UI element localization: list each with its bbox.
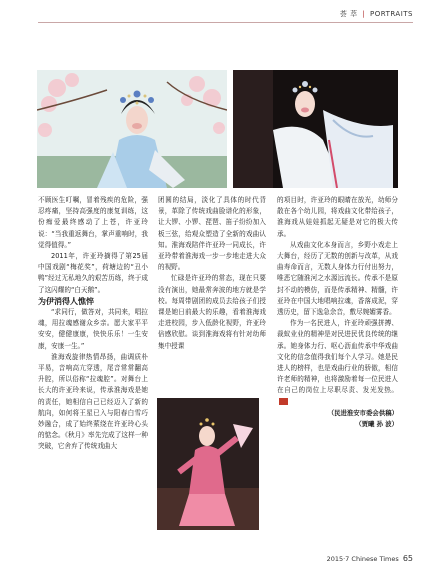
opera-photo-1-illustration [37, 70, 227, 188]
issue-label: 2015·7 [326, 555, 350, 563]
paragraph [277, 318, 398, 408]
opera-photo-3-illustration [157, 398, 259, 530]
section-title: 荟 萃 [339, 10, 358, 18]
magazine-name: Chinese Times [351, 555, 399, 563]
paragraph: 淮海戏旋律热情昂扬，曲调质朴平易，音响高亢穿透，尾音常常翻高升腔，所以俗称“拉魂腔”。对舞台上长大的许亚玲来说，传承淮海戏是她的责任，她相信自己已经迈入了新的航向，如何将王星已入与阳春白雪巧妙融合，成了始终萦绕在许亚玲心头的惦念。《秋月》率先完成了这样一种突破，它舍弃了传统戏曲大 [38, 352, 148, 451]
source-credit: （民进淮安市委会供稿） [327, 408, 398, 417]
editor-seal-icon [279, 398, 288, 405]
section-subheading: 为伊消得人憔悴 [38, 296, 94, 306]
section-divider: | [362, 10, 366, 18]
paragraph: 忙碌是许亚玲的常态，现在只要没有演出，她最常奔波的地方就是学校。每周带剧团的成员去给孩子们授课是她日前最大的乐趣，看着淮海戏走进校园，步入低龄化视野，许亚玲倍感欣慰。谈到淮海戏将有针对幼师集中授课 [158, 274, 266, 350]
paragraph: 不顾医生叮嘱，冒着残疾的危险，强忍疼痛，坚持高强度的康复训练，这份痴爱最终感动了上苍，许亚玲说：“当我重返舞台，掌声重响时，我觉得值得。” [38, 196, 148, 249]
header-rule [38, 22, 413, 23]
paragraph: “求同行，做答对，共同来，唱拉魂，用拉魂感谢众乡亲。愿大家平平安安，健健康康，快快乐乐！一生安康，安康一生。” [38, 308, 148, 350]
opera-performer-photo-2 [233, 70, 398, 188]
author-credit: （贾曦 孙 波） [355, 420, 398, 429]
page-number: 65 [402, 554, 413, 563]
paragraph-text: 作为一名民进人，许亚玲顽强拼搏、裁蚁业业的精神是对民进民优良传统的继承。她身体力行、呕心沥血传承中华戏曲文化的信念值得我们每个人学习。她是民进人的榜样，也是戏曲行业的骄傲，相信许老师的精神，也将激励着每一位民进人在自己的岗位上尽职尽责、发光发热。 [277, 319, 398, 395]
opera-performer-photo-3 [157, 398, 259, 530]
paragraph: 的项目时，许亚玲的眼睛在放光，幼师分散在各个幼儿园，将戏曲文化带给孩子，淮海戏从娃娃抓起无疑是对它的极大传承。 [277, 196, 398, 238]
opera-photo-2-illustration [233, 70, 398, 188]
paragraph: 团圆的结局，淡化了具体的时代背景，革除了传统戏曲脸谱化的形象，让大锣、小锣、琵琶、笛子纷纷加入板三弦，给观众塑造了全新的戏曲认知。淮海戏陪伴许亚玲一同成长，许亚玲带着淮海戏一步一步地走进大众的视野。 [158, 196, 266, 272]
paragraph: 从戏曲文化本身而言，乡野小戏走上大舞台，经历了无数的创新与改革，从戏曲寿命而言，无数人身体力行付出努力，唯恶它随淮河之水源远流长。传承不是原封不动的模仿，而是传承精神、精髓，许亚玲在中国大地唱响拉魂，香落成泥，穿透历史，留下逸急余音，敷尽婉媚雾香。 [277, 240, 398, 317]
article-column-3 [277, 195, 398, 430]
article-column-2 [158, 195, 266, 352]
paragraph: 2011年，许亚玲摘得了第25届中国戏剧“梅花奖”，荷塘边的“丑小鸭”经过无私地久的艰苦历练，终于成了这闪耀的“白天鹅”。 [38, 252, 148, 294]
section-header [340, 9, 413, 19]
page-footer [327, 554, 413, 563]
section-title-en: PORTRAITS [369, 10, 413, 18]
article-column-1 [38, 195, 148, 453]
opera-performer-photo-1 [37, 70, 227, 188]
